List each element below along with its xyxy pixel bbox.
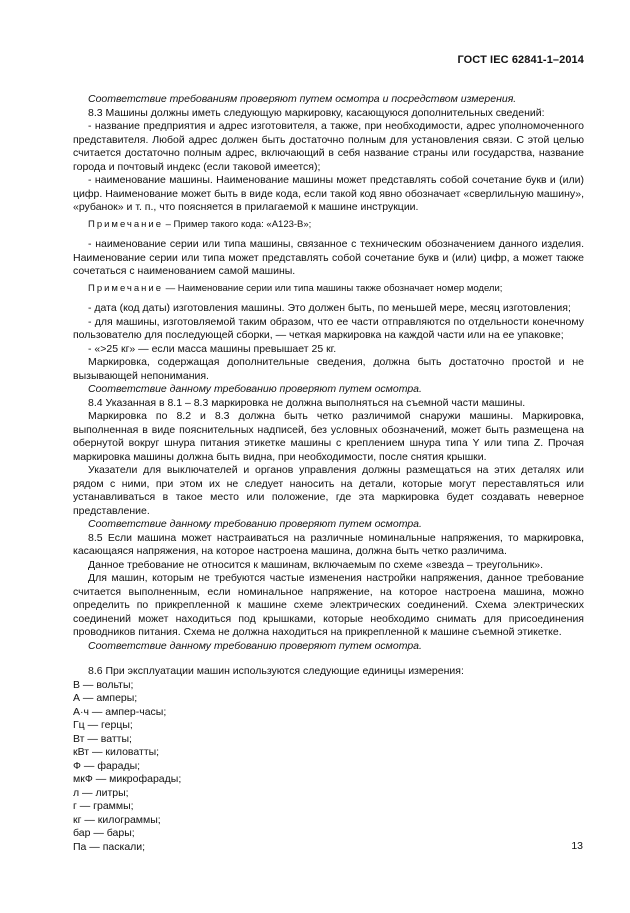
list-item-series: - наименование серии или типа машины, связанное с техническим обозначением данного изделия. Наименование серии или типа может представлять собой сочетание букв и (или) цифр, а может также сочетаться с наименованием самой машины.	[73, 238, 584, 277]
note-text: – Пример такого кода: «А123-В»;	[163, 218, 312, 230]
list-item-mass: - «>25 кг» — если масса машины превышает 25 кг.	[88, 342, 337, 355]
unit-item: л — литры;	[73, 786, 129, 799]
document-body	[73, 93, 584, 854]
note-label: Примечание	[88, 282, 163, 294]
unit-item: кг — килограммы;	[73, 813, 161, 826]
unit-item: мкФ — микрофарады;	[73, 773, 182, 785]
note-label: Примечание	[88, 218, 163, 230]
list-item-date: - дата (код даты) изготовления машины. Это должен быть, по меньшей мере, месяц изготовления;	[88, 302, 571, 314]
unit-item: Вт — ватты;	[73, 732, 132, 745]
note-model-number	[73, 282, 584, 296]
clause-8-5: 8.5 Если машина может настраиваться на различные номинальные напряжения, то маркировка, касающаяся напряжения, на которое настроена машина, должна быть четко различима.	[73, 531, 584, 557]
unit-item: Гц — герцы;	[73, 719, 133, 731]
unit-item: г — граммы;	[73, 800, 134, 812]
unit-item: А·ч — ампер-часы;	[73, 705, 167, 718]
list-item-machine-name: - наименование машины. Наименование машины может представлять собой сочетание букв и (или) цифр. Наименование может быть в виде кода, если такой код явно обозначает «сверлильную машину», «рубанок» и т. п., что поясняется в прилагаемой к машине инструкции.	[73, 174, 584, 213]
paragraph-wiring-diagram: Для машин, которым не требуются частые изменения настройки напряжения, данное требование считается выполненным, если номинальное напряжение, на которое настроена машина, можно определить по прикрепленной к машине схеме электрических соединений. Схема электрических соединений может находиться под крышками, которые необходимо снимать для присоединения проводников питания. Схема не должна находиться на прикрепленной к машине съемной этикетке.	[73, 572, 584, 638]
paragraph-star-delta: Данное требование не относится к машинам, включаемым по схеме «звезда – треугольник».	[88, 558, 544, 571]
unit-item: В — вольты;	[73, 678, 134, 691]
page-number: 13	[571, 840, 583, 852]
list-item-manufacturer: - название предприятия и адрес изготовителя, а также, при необходимости, адрес уполномоченного представителя. Любой адрес должен быть достаточно полным для установления связи. С этой целью считается достаточно полным адрес, включающий в себя название страны или государства, название города и почтовый индекс (если таковой имеется);	[73, 120, 584, 173]
paragraph-marking-simple: Маркировка, содержащая дополнительные сведения, должна быть достаточно простой и не вызывающей непонимания.	[73, 356, 584, 382]
clause-8-6: 8.6 При эксплуатации машин используются следующие единицы измерения:	[88, 665, 464, 677]
units-list	[73, 679, 584, 855]
clause-8-4: 8.4 Указанная в 8.1 – 8.3 маркировка не должна выполняться на съемной части машины.	[88, 396, 526, 409]
unit-item: кВт — киловатты;	[73, 746, 160, 758]
paragraph-marking-visible: Маркировка по 8.2 и 8.3 должна быть четко различимой снаружи машины. Маркировка, выполненная в виде пояснительных надписей, без условных обозначений, может быть размещена на обернутой вокруг шнура питания этикетке машины с креплением шнура типа Y или типа Z. Прочая маркировка машины должна быть видна, при необходимости, после снятия крышки.	[73, 410, 584, 463]
clause-8-3: 8.3 Машины должны иметь следующую маркировку, касающуюся дополнительных сведений:	[88, 106, 545, 119]
unit-item: А — амперы;	[73, 692, 138, 704]
spacer	[73, 653, 584, 665]
paragraph-indicators: Указатели для выключателей и органов управления должны размещаться на этих деталях или рядом с ними, при этом их не следует наносить на детали, которые могут переставляться или устанавливаться в такое место или положение, где эта маркировка будет создавать неверное представление.	[73, 464, 584, 517]
list-item-parts: - для машины, изготовляемой таким образом, что ее части отправляются по отдельности конечному пользователю для последующей сборки, — четкая маркировка на каждой части или на ее упаковке;	[73, 315, 584, 341]
standard-header: ГОСТ IEC 62841-1–2014	[457, 54, 584, 66]
compliance-check: Соответствие данному требованию проверяют путем осмотра.	[88, 639, 422, 652]
unit-item: бар — бары;	[73, 827, 135, 839]
compliance-check: Соответствие требованиям проверяют путем осмотра и посредством измерения.	[88, 93, 517, 105]
unit-item: Па — паскали;	[73, 840, 146, 853]
note-code-example	[73, 218, 584, 232]
compliance-check: Соответствие данному требованию проверяют путем осмотра.	[88, 518, 422, 530]
note-text: — Наименование серии или типа машины также обозначает номер модели;	[163, 282, 503, 294]
unit-item: Ф — фарады;	[73, 759, 141, 772]
compliance-check: Соответствие данному требованию проверяют путем осмотра.	[88, 383, 422, 395]
